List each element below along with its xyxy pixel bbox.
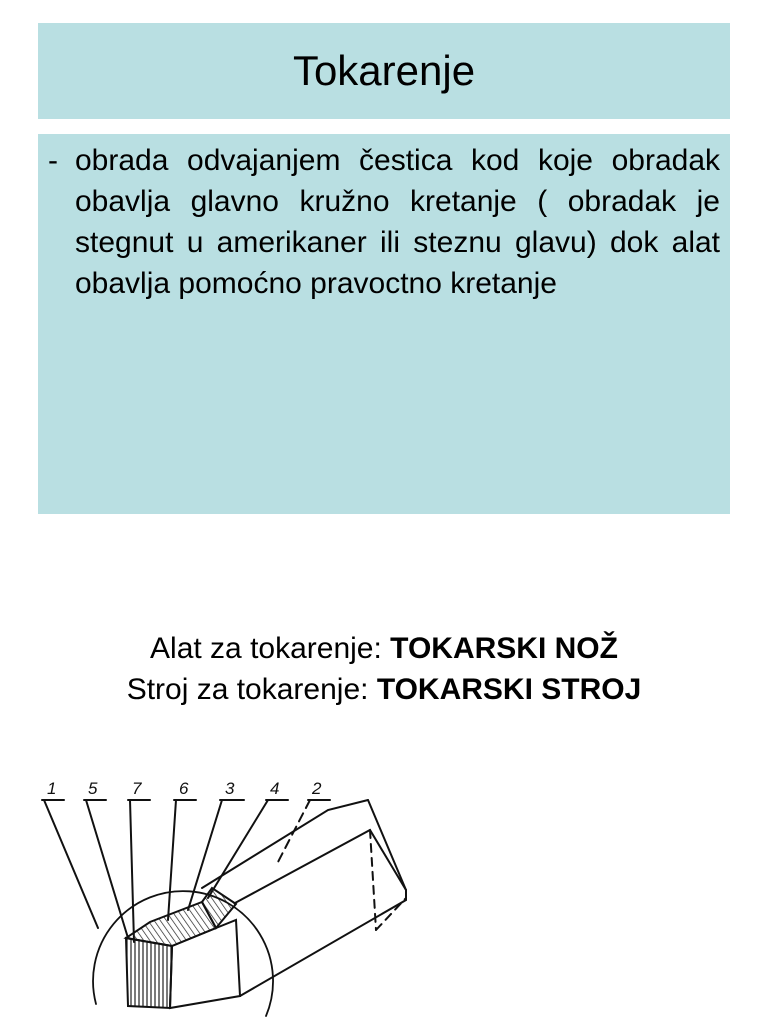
- figure-label: 1: [47, 779, 57, 798]
- leader-line: [168, 800, 176, 920]
- definition-bullet: [48, 140, 720, 304]
- tool-label: Alat za tokarenje:: [150, 632, 391, 665]
- tool-tip-front: [126, 938, 172, 1008]
- shank-front-edge: [235, 830, 406, 903]
- machine-line: [0, 669, 768, 710]
- leader-line: [130, 800, 134, 942]
- machine-label: Stroj za tokarenje:: [126, 673, 377, 706]
- leader-line: [44, 800, 98, 928]
- tool-value: TOKARSKI NOŽ: [390, 632, 618, 665]
- figure-label: 4: [270, 779, 280, 798]
- page-title: Tokarenje: [292, 47, 476, 94]
- lathe-tool-diagram: [30, 770, 450, 1024]
- shank-hidden-edge: [370, 830, 376, 930]
- definition-panel: [38, 134, 730, 514]
- leader-line: [86, 800, 128, 938]
- tool-info: [0, 628, 768, 710]
- figure-label: 2: [312, 779, 322, 798]
- figure-label: 3: [225, 779, 235, 798]
- tool-line: [0, 628, 768, 669]
- title-panel: [38, 23, 730, 119]
- bullet-dash: -: [48, 144, 58, 177]
- figure-label: 5: [88, 779, 98, 798]
- figure-label: 6: [179, 779, 189, 798]
- figure-label: 7: [132, 779, 142, 798]
- definition-text: obrada odvajanjem čestica kod koje obradak obavlja glavno kružno kretanje ( obradak je stegnut u amerikaner ili steznu glavu) dok alat obavlja pomoćno pravoctno kretanje: [75, 144, 720, 300]
- machine-value: TOKARSKI STROJ: [376, 673, 642, 706]
